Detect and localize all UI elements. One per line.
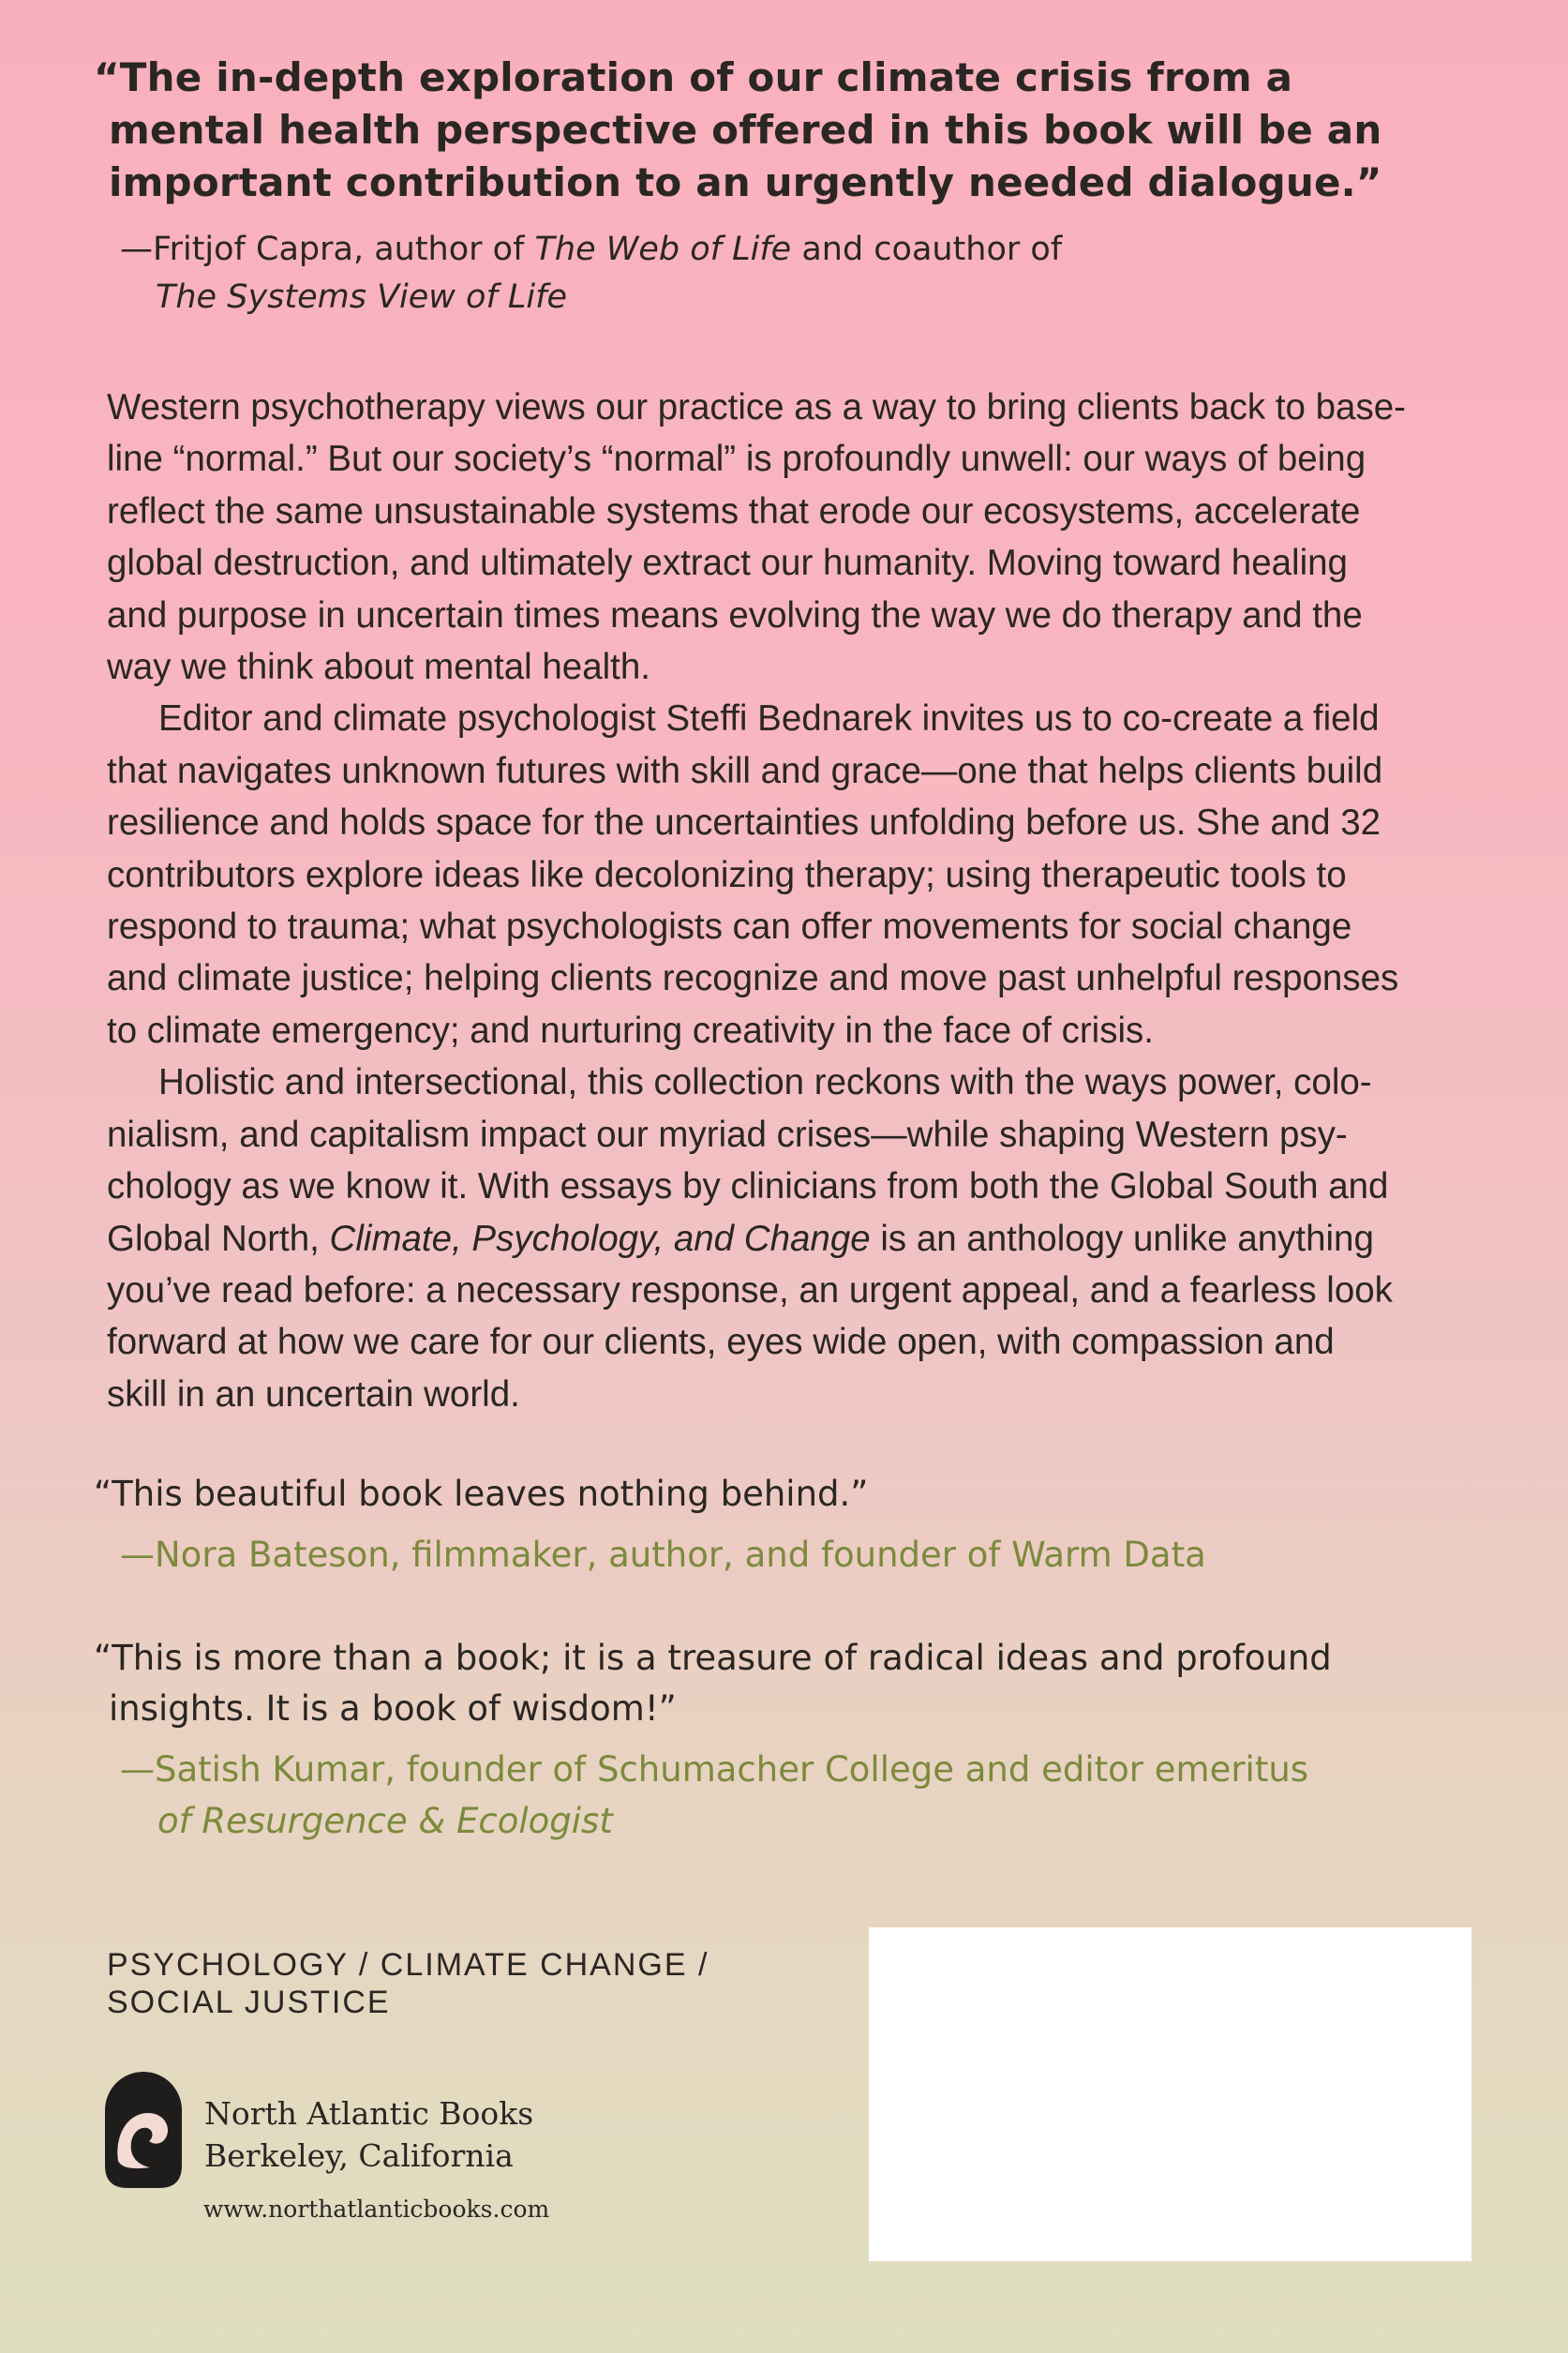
book-title: The Web of Life — [534, 231, 792, 268]
book-description — [107, 382, 1475, 1420]
publisher-name: North Atlantic Books — [204, 2095, 534, 2132]
endorsement-quote: “The in-depth exploration of our climate crisis from a mental health perspective offered in this book will be an important contribution to an urgently needed dialogue.” — [94, 54, 1382, 205]
publisher-location: Berkeley, California — [204, 2137, 514, 2174]
endorsement-kumar — [94, 1633, 1481, 1847]
description-paragraph-3: Holistic and intersectional, this collection reckons with the ways power, colo- nialism, and capitalism impact our myriad crises—while shaping Western psy- chology as we know it. With essays by clinicians from both the Global South and Global North, Climate, Psychology, and Change is an anthology unlike anything you’ve read before: a necessary response, an urgent appeal, and a fearless look forward at how we care for our clients, eyes wide open, with compassion and skill in an uncertain world. — [107, 1062, 1393, 1415]
endorsement-attribution: —Nora Bateson, filmmaker, author, and founder of Warm Data — [120, 1535, 1206, 1575]
publisher-website: www.northatlanticbooks.com — [203, 2196, 550, 2223]
subject-category: PSYCHOLOGY / CLIMATE CHANGE / SOCIAL JUSTICE — [107, 1947, 709, 2020]
endorsement-capra — [94, 52, 1481, 322]
barcode-area — [869, 1927, 1471, 2261]
publisher-imprint — [204, 2092, 533, 2177]
description-paragraph-1: Western psychotherapy views our practice as a way to bring clients back to base- line “normal.” But our society’s “normal” is profoundly unwell: our ways of being reflect the same unsustainable systems that erode our ecosystems, accelerate global destruction, and ultimately extract our humanity. Moving toward healing and purpose in uncertain times means evolving the way we do therapy and the way we think about mental health. — [107, 387, 1406, 688]
endorsement-bateson — [94, 1469, 1481, 1581]
book-title: The Systems View of Life — [156, 278, 567, 316]
endorsement-attribution: —Fritjof Capra, author of The Web of Life and coauthor of The Systems View of Life — [120, 231, 1063, 316]
endorsement-quote: “This beautiful book leaves nothing behind.” — [94, 1474, 869, 1514]
wave-arch-logo-icon — [105, 2072, 182, 2188]
description-paragraph-2: Editor and climate psychologist Steffi Bednarek invites us to co-create a field that navigates unknown futures with skill and grace—one that helps clients build resilience and holds space for the uncertainties unfolding before us. She and 32 contributors explore ideas like decolonizing therapy; using therapeutic tools to respond to trauma; what psychologists can offer movements for social change and climate justice; helping clients recognize and move past unhelpful responses to climate emergency; and nurturing creativity in the face of crisis. — [107, 698, 1399, 1051]
book-title: Climate, Psychology, and Change — [329, 1218, 871, 1259]
endorsement-quote: “This is more than a book; it is a treasure of radical ideas and profound insights. It is a book of wisdom!” — [94, 1638, 1332, 1729]
endorsement-attribution: —Satish Kumar, founder of Schumacher College and editor emeritus of Resurgence & Ecologist — [120, 1749, 1309, 1841]
